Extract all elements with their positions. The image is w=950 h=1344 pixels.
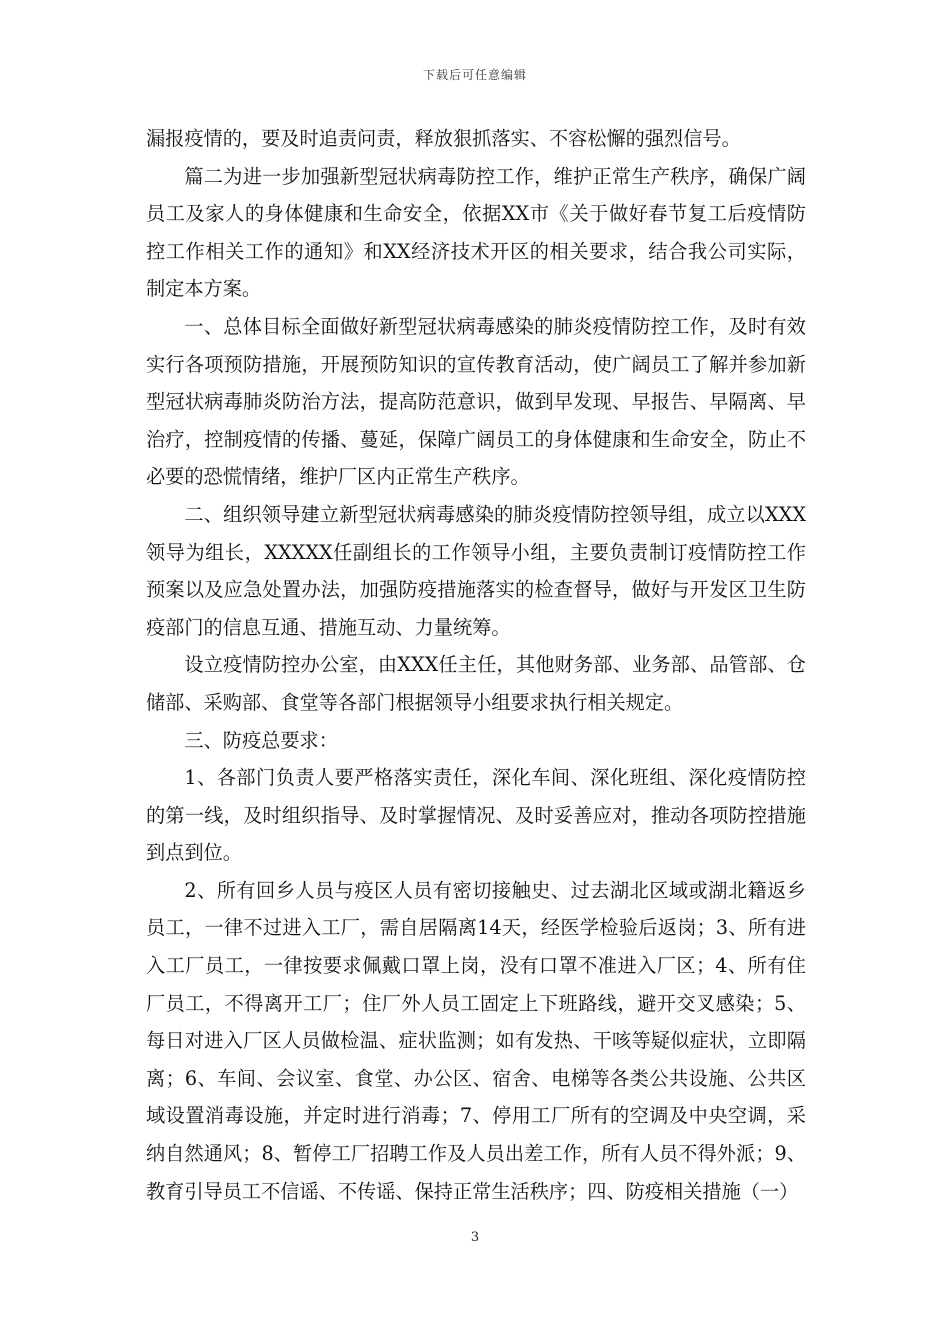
paragraph-4: 二、组织领导建立新型冠状病毒感染的肺炎疫情防控领导组，成立以XXX领导为组长，XXXXX任副组长的工作领导小组，主要负责制订疫情防控工作预案以及应急处置办法，加强防疫措施落实的检查督导，做好与开发区卫生防疫部门的信息互通、措施互动、力量统筹。 (146, 502, 806, 639)
paragraph-7: 1、各部门负责人要严格落实责任，深化车间、深化班组、深化疫情防控的第一线，及时组织指导、及时掌握情况、及时妥善应对，推动各项防控措施到点到位。 (146, 766, 806, 865)
paragraph-8: 2、所有回乡人员与疫区人员有密切接触史、过去湖北区域或湖北籍返乡员工，一律不过进入工厂，需自居隔离14天，经医学检验后返岗；3、所有进入工厂员工，一律按要求佩戴口罩上岗，没有口罩不准进入厂区；4、所有住厂员工，不得离开工厂；住厂外人员工固定上下班路线，避开交叉感染；5、每日对进入厂区人员做检温、症状监测；如有发热、干咳等疑似症状，立即隔离；6、车间、会议室、食堂、办公区、宿舍、电梯等各类公共设施、公共区域设置消毒设施，并定时进行消毒；7、停用工厂所有的空调及中央空调，采纳自然通风；8、暂停工厂招聘工作及人员出差工作，所有人员不得外派；9、教育引导员工不信谣、不传谣、保持正常生活秩序；四、防疫相关措施（一） (146, 878, 806, 1203)
paragraph-2: 篇二为进一步加强新型冠状病毒防控工作，维护正常生产秩序，确保广阔员工及家人的身体健康和生命安全，依据XX市《关于做好春节复工后疫情防控工作相关工作的通知》和XX经济技术开区的相关要求，结合我公司实际，制定本方案。 (146, 164, 806, 301)
document-body (146, 120, 806, 1210)
paragraph-5: 设立疫情防控办公室，由XXX任主任，其他财务部、业务部、品管部、仓储部、采购部、食堂等各部门根据领导小组要求执行相关规定。 (146, 653, 806, 714)
paragraph-3: 一、总体目标全面做好新型冠状病毒感染的肺炎疫情防控工作，及时有效实行各项预防措施，开展预防知识的宣传教育活动，使广阔员工了解并参加新型冠状病毒肺炎防治方法，提高防范意识，做到早发现、早报告、早隔离、早治疗，控制疫情的传播、蔓延，保障广阔员工的身体健康和生命安全，防止不必要的恐慌情绪，维护厂区内正常生产秩序。 (146, 314, 806, 489)
page-header: 下载后可任意编辑 (422, 68, 527, 82)
page-number: 3 (470, 1230, 480, 1245)
paragraph-1: 漏报疫情的，要及时追责问责，释放狠抓落实、不容松懈的强烈信号。 (146, 127, 741, 150)
paragraph-6: 三、防疫总要求： (184, 728, 338, 752)
